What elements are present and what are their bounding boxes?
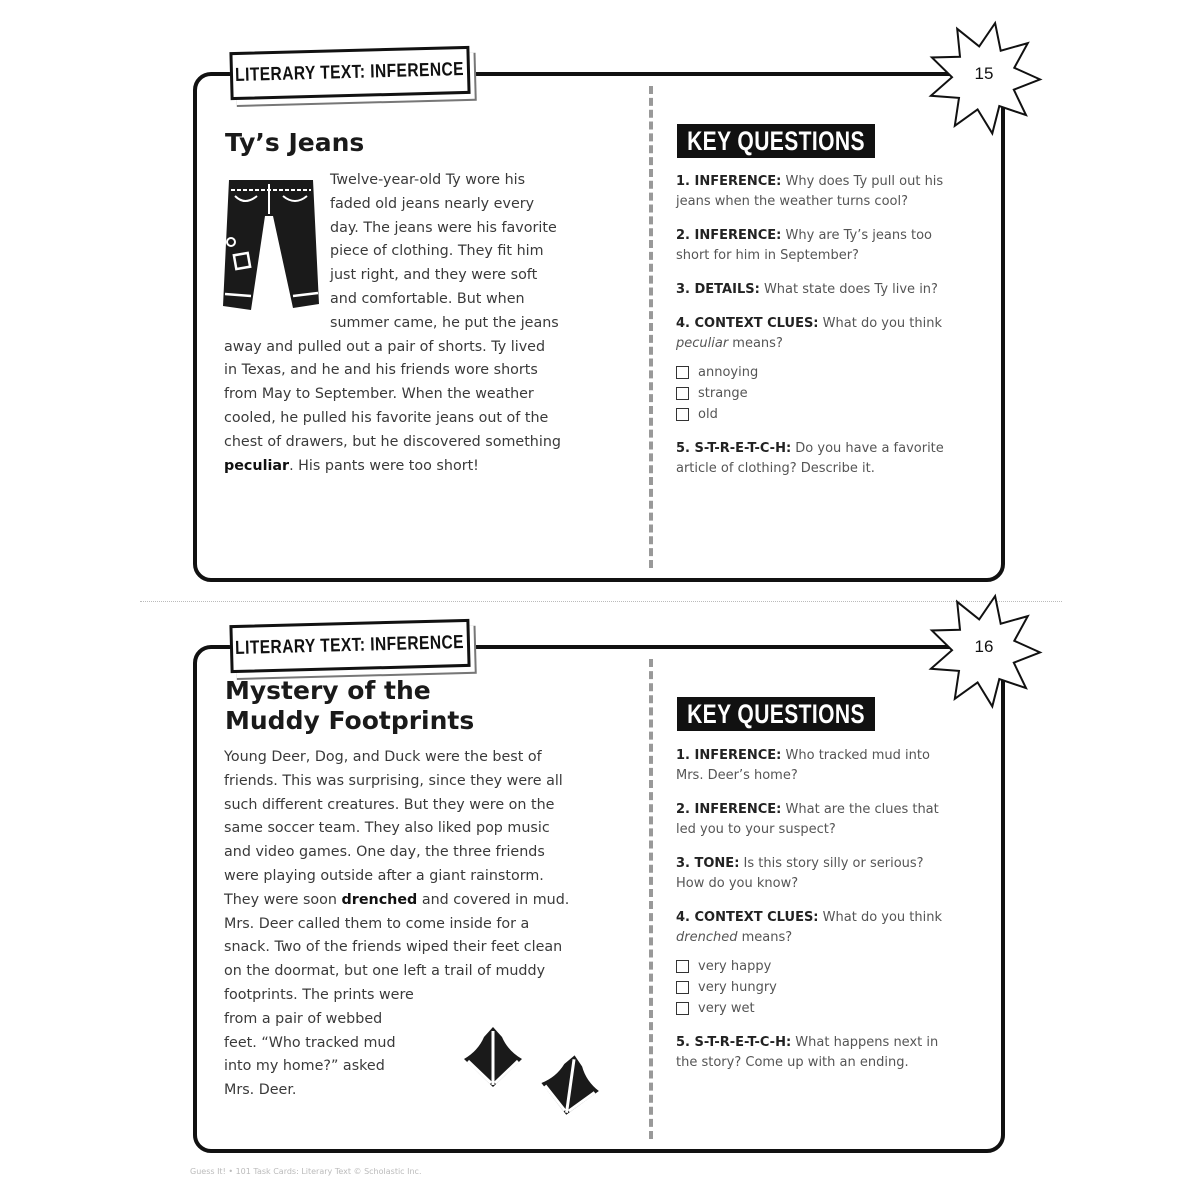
story-title: Muddy Footprints [225, 706, 475, 735]
question-text: means? [737, 930, 793, 945]
story-text: . His pants were too short! [289, 457, 479, 474]
vocabulary-word: drenched [341, 891, 418, 908]
task-card-15 [193, 59, 1005, 582]
story-line [330, 265, 537, 285]
answer-option[interactable] [676, 977, 996, 998]
answer-option[interactable] [676, 362, 996, 383]
category-label: LITERARY TEXT: INFERENCE [235, 59, 465, 86]
story-text: were playing outside after a giant rainstorm. [224, 868, 544, 884]
story-text: and video games. One day, the three friends [224, 844, 545, 861]
answer-option[interactable] [676, 383, 996, 404]
checkbox[interactable] [676, 981, 689, 994]
question-text: Is this story silly or serious? [743, 856, 924, 871]
question-5 [676, 439, 996, 479]
story-text: chest of drawers, but he discovered something [224, 433, 561, 450]
task-card-16 [193, 632, 1005, 1153]
answer-option[interactable] [676, 404, 996, 425]
question-3 [676, 854, 996, 894]
option-label: very wet [698, 1001, 755, 1016]
story-line [224, 890, 569, 910]
vocabulary-word: peculiar [676, 336, 729, 351]
question-text: What happens next in [795, 1035, 939, 1050]
jeans-icon [221, 176, 321, 318]
vocabulary-word: peculiar [224, 457, 290, 474]
answer-options [676, 362, 996, 425]
story-line [224, 747, 542, 767]
question-label: 5. S-T-R-E-T-C-H: [676, 441, 792, 456]
story-text: cooled, he pulled his favorite jeans out of the [224, 410, 549, 426]
question-label: 4. CONTEXT CLUES: [676, 910, 819, 925]
category-tab [229, 46, 470, 100]
story-text: same soccer team. They also liked pop music [224, 820, 550, 837]
question-text: Why does Ty pull out his [785, 174, 944, 189]
story-line [330, 170, 525, 190]
story-line [330, 289, 525, 309]
vocabulary-word: drenched [676, 930, 738, 945]
story-line [224, 1056, 385, 1076]
story-title: Mystery of the [225, 676, 431, 705]
question-4 [676, 314, 996, 354]
story-text: and comfortable. But when [330, 291, 525, 307]
question-text: Why are Ty’s jeans too [785, 228, 932, 243]
story-line [224, 337, 545, 357]
story-title: Ty’s Jeans [225, 128, 365, 157]
story-text: snack. Two of the friends wiped their feet clean [224, 939, 563, 956]
story-line [224, 985, 414, 1005]
duck-footprint-icon [532, 1049, 607, 1128]
story-text: summer came, he put the jeans [330, 314, 559, 331]
key-questions-title: KEY QUESTIONS [687, 698, 865, 729]
story-line [224, 818, 550, 838]
checkbox[interactable] [676, 1002, 689, 1015]
question-text: led you to your suspect? [676, 822, 836, 837]
card-number-badge [924, 18, 1044, 138]
footer-credit: Guess It! • 101 Task Cards: Literary Text © Scholastic Inc. [190, 1167, 422, 1176]
card-number: 15 [974, 64, 994, 83]
story-line [224, 408, 548, 428]
question-label: 2. INFERENCE: [676, 228, 782, 243]
key-questions-heading [677, 124, 875, 158]
option-label: very hungry [698, 980, 777, 995]
question-label: 4. CONTEXT CLUES: [676, 316, 819, 331]
question-text: means? [728, 336, 783, 351]
story-line [224, 384, 534, 404]
category-tab [229, 619, 470, 673]
question-text: jeans when the weather turns cool? [676, 194, 909, 209]
question-text: Who tracked mud into [785, 748, 930, 763]
question-text: What do you think [822, 316, 943, 331]
story-line [224, 771, 563, 791]
category-label: LITERARY TEXT: INFERENCE [235, 632, 465, 659]
option-label: annoying [698, 365, 759, 380]
story-text: footprints. The prints were [224, 987, 414, 1003]
question-2 [676, 800, 996, 840]
question-text: Do you have a favorite [795, 441, 944, 456]
story-line [224, 1033, 396, 1053]
key-questions-heading [677, 697, 875, 731]
story-text: friends. This was surprising, since they were all [224, 772, 563, 789]
question-label: 1. INFERENCE: [676, 748, 782, 763]
story-text: feet. “Who tracked mud [224, 1034, 396, 1051]
checkbox[interactable] [676, 960, 689, 973]
story-text: Mrs. Deer. [224, 1082, 297, 1099]
story-line [224, 866, 544, 886]
story-line [330, 218, 557, 238]
question-text: What state does Ty live in? [763, 282, 938, 297]
question-text: article of clothing? Describe it. [676, 461, 875, 476]
story-text: and covered in mud. [417, 891, 570, 908]
question-text: short for him in September? [676, 248, 859, 263]
question-4 [676, 908, 996, 948]
question-2 [676, 226, 996, 266]
question-text: What do you think [822, 910, 943, 925]
story-text: from a pair of webbed [224, 1010, 383, 1027]
question-text: Mrs. Deer’s home? [676, 768, 798, 783]
story-text: just right, and they were soft [330, 267, 538, 284]
answer-options [676, 956, 996, 1019]
question-1 [676, 172, 996, 212]
story-text: piece of clothing. They fit him [330, 243, 544, 260]
story-text: in Texas, and he and his friends wore shorts [224, 362, 538, 379]
card-number-badge [924, 591, 1044, 711]
story-line [224, 360, 538, 380]
question-1 [676, 746, 996, 786]
story-line [224, 842, 545, 862]
story-line [224, 937, 562, 957]
option-label: strange [698, 386, 748, 401]
question-text: What are the clues that [785, 802, 939, 817]
story-text: faded old jeans nearly every [330, 195, 535, 212]
story-line [330, 194, 534, 214]
story-text: day. The jeans were his favorite [330, 219, 557, 236]
question-label: 2. INFERENCE: [676, 802, 782, 817]
question-label: 5. S-T-R-E-T-C-H: [676, 1035, 792, 1050]
option-label: old [698, 407, 718, 422]
question-text: How do you know? [676, 876, 799, 891]
question-text: the story? Come up with an ending. [676, 1055, 909, 1070]
checkbox[interactable] [676, 408, 689, 421]
story-text: on the doormat, but one left a trail of muddy [224, 963, 546, 980]
key-questions-title: KEY QUESTIONS [687, 125, 865, 156]
story-line [330, 241, 544, 261]
questions-list [676, 172, 996, 493]
duck-footprint-icon [460, 1025, 526, 1095]
question-label: 3. TONE: [676, 856, 740, 871]
story-line [224, 1080, 296, 1100]
column-divider [649, 659, 653, 1139]
checkbox[interactable] [676, 366, 689, 379]
story-text: away and pulled out a pair of shorts. Ty lived [224, 338, 546, 355]
story-text: Twelve-year-old Ty wore his [330, 172, 526, 188]
story-text: into my home?” asked [224, 1058, 385, 1075]
question-3 [676, 280, 996, 300]
story-text: from May to September. When the weather [224, 386, 534, 403]
questions-list [676, 746, 996, 1087]
story-line [224, 456, 479, 476]
option-label: very happy [698, 959, 772, 974]
story-text: They were soon [224, 891, 342, 908]
story-line [224, 1009, 382, 1029]
story-line [224, 961, 545, 981]
story-text: such different creatures. But they were on the [224, 796, 555, 813]
story-line [224, 432, 561, 452]
question-label: 3. DETAILS: [676, 282, 760, 297]
column-divider [649, 86, 653, 568]
story-line [330, 313, 559, 333]
story-line [224, 795, 554, 815]
answer-option[interactable] [676, 956, 996, 977]
story-text: Young Deer, Dog, and Duck were the best of [224, 749, 542, 765]
card-number: 16 [974, 637, 994, 656]
question-label: 1. INFERENCE: [676, 174, 782, 189]
story-text: Mrs. Deer called them to come inside for a [224, 915, 530, 932]
question-5 [676, 1033, 996, 1073]
answer-option[interactable] [676, 998, 996, 1019]
checkbox[interactable] [676, 387, 689, 400]
story-line [224, 914, 529, 934]
